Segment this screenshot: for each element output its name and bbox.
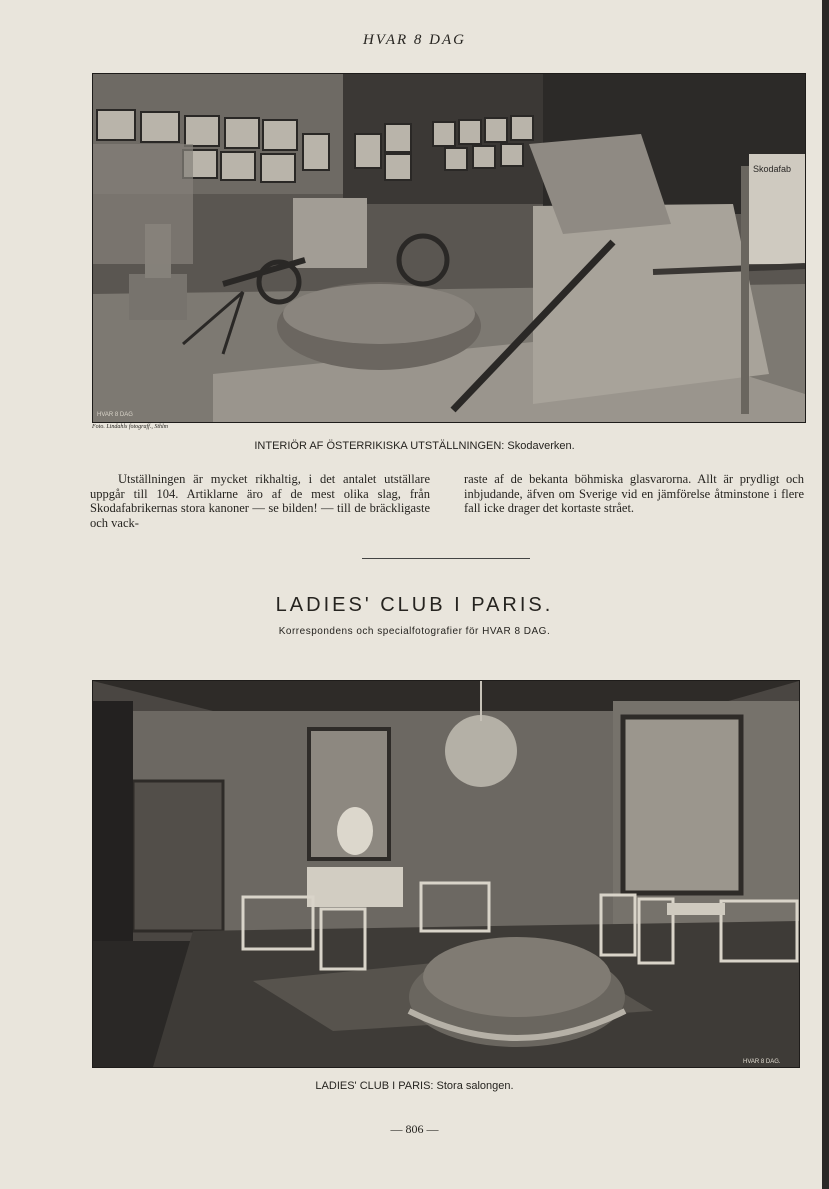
photo1-caption: INTERIÖR AF ÖSTERRIKISKA UTSTÄLLNINGEN: Skodaverken.	[254, 440, 575, 452]
salon-photo-illustration	[93, 681, 799, 1067]
article2-subtitle: Korrespondens och specialfotografier för HVAR 8 DAG.	[278, 626, 551, 637]
page-header: HVAR 8 DAG	[362, 32, 467, 48]
photo2-watermark: HVAR 8 DAG.	[743, 1059, 781, 1065]
section-divider	[362, 558, 530, 559]
article2-title: LADIES' CLUB I PARIS.	[275, 594, 554, 616]
article1-column-left: Utställningen är mycket rikhaltig, i det antalet utställare uppgår till 104. Artiklarne äro af de mest olika slag, från Skodafabrikernas stora kanoner — se bilden! — till de bräckligaste och vack-	[90, 472, 430, 530]
exhibition-photo	[92, 73, 806, 423]
photo2-caption: LADIES' CLUB I PARIS: Stora salongen.	[315, 1080, 514, 1092]
photo-credit: Foto. Lindahls fotograff., Sthlm	[92, 424, 169, 430]
skoda-sign-text: Skodafab	[753, 164, 792, 174]
page-number: — 806 —	[390, 1122, 439, 1136]
exhibition-photo-illustration	[93, 74, 805, 422]
salon-photo	[92, 680, 800, 1068]
article1-column-right: raste af de bekanta böhmiska glasvarorna. Allt är prydligt och inbjudande, äfven om Sverige vid en jämförelse åtminstone i flere fall icke drager det kortaste strået.	[464, 472, 804, 516]
photo1-watermark: HVAR 8 DAG	[97, 412, 133, 418]
